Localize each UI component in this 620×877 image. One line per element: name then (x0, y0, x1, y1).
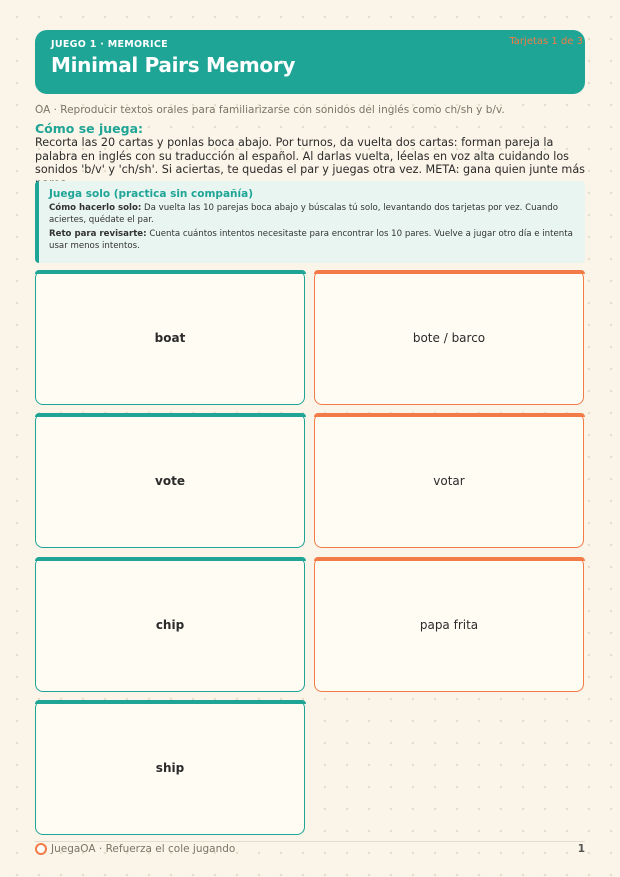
game-label: JUEGO 1 · MEMORICE (51, 39, 168, 50)
brand-logo-icon (35, 843, 47, 855)
footer-brand: JuegaOA · Refuerza el cole jugando (51, 843, 236, 855)
card-translation: votar (433, 473, 465, 488)
how-to-play-title: Cómo se juega: (35, 121, 144, 136)
solo-how-text: Da vuelta las 10 parejas boca abajo y búscalas tú solo, levantando dos tarjetas por vez. Cuando aciertes, quédate el par. (49, 203, 559, 225)
header-banner (35, 30, 585, 94)
card-word: vote (155, 473, 185, 488)
card-word: ship (155, 760, 185, 775)
page-number: 1 (577, 843, 585, 855)
card-translation: papa frita (419, 617, 479, 632)
card-boat[interactable] (35, 270, 305, 405)
cards-page-counter: Tarjetas 1 de 3 (509, 36, 583, 47)
solo-title: Juega solo (practica sin compañía) (49, 188, 253, 200)
solo-check-label: Reto para revisarte: (49, 229, 147, 239)
solo-check-text: Cuenta cuántos intentos necesitaste para encontrar los 10 pares. Vuelve a jugar otro día e intenta usar menos intentos. (49, 229, 573, 251)
page-title: Minimal Pairs Memory (51, 53, 296, 77)
card-vote[interactable] (35, 413, 305, 548)
card-bote-barco[interactable] (314, 270, 584, 405)
card-word: chip (155, 617, 185, 632)
card-word: boat (154, 330, 186, 345)
card-votar[interactable] (314, 413, 584, 548)
footer-divider (35, 841, 585, 842)
solo-play-box (35, 181, 585, 263)
learning-objective: OA · Reproducir textos orales para familiarizarse con sonidos del inglés como ch/sh y b/v. (35, 104, 505, 116)
card-ship[interactable] (35, 700, 305, 835)
solo-how (49, 203, 575, 226)
card-translation: bote / barco (412, 330, 486, 345)
how-to-play-text: Recorta las 20 cartas y ponlas boca abajo. Por turnos, da vuelta dos cartas: forman pareja la palabra en inglés con su traducción al español. Al darlas vuelta, léelas en voz alta cuidando los sonidos 'b/v' y 'ch/sh'. Si aciertas, te quedas el par y juegas otra vez. META: gana quien junte más (35, 136, 586, 176)
footer (35, 843, 585, 855)
card-papa-frita[interactable] (314, 557, 584, 692)
solo-check (49, 229, 575, 252)
solo-how-label: Cómo hacerlo solo: (49, 203, 142, 213)
card-chip[interactable] (35, 557, 305, 692)
